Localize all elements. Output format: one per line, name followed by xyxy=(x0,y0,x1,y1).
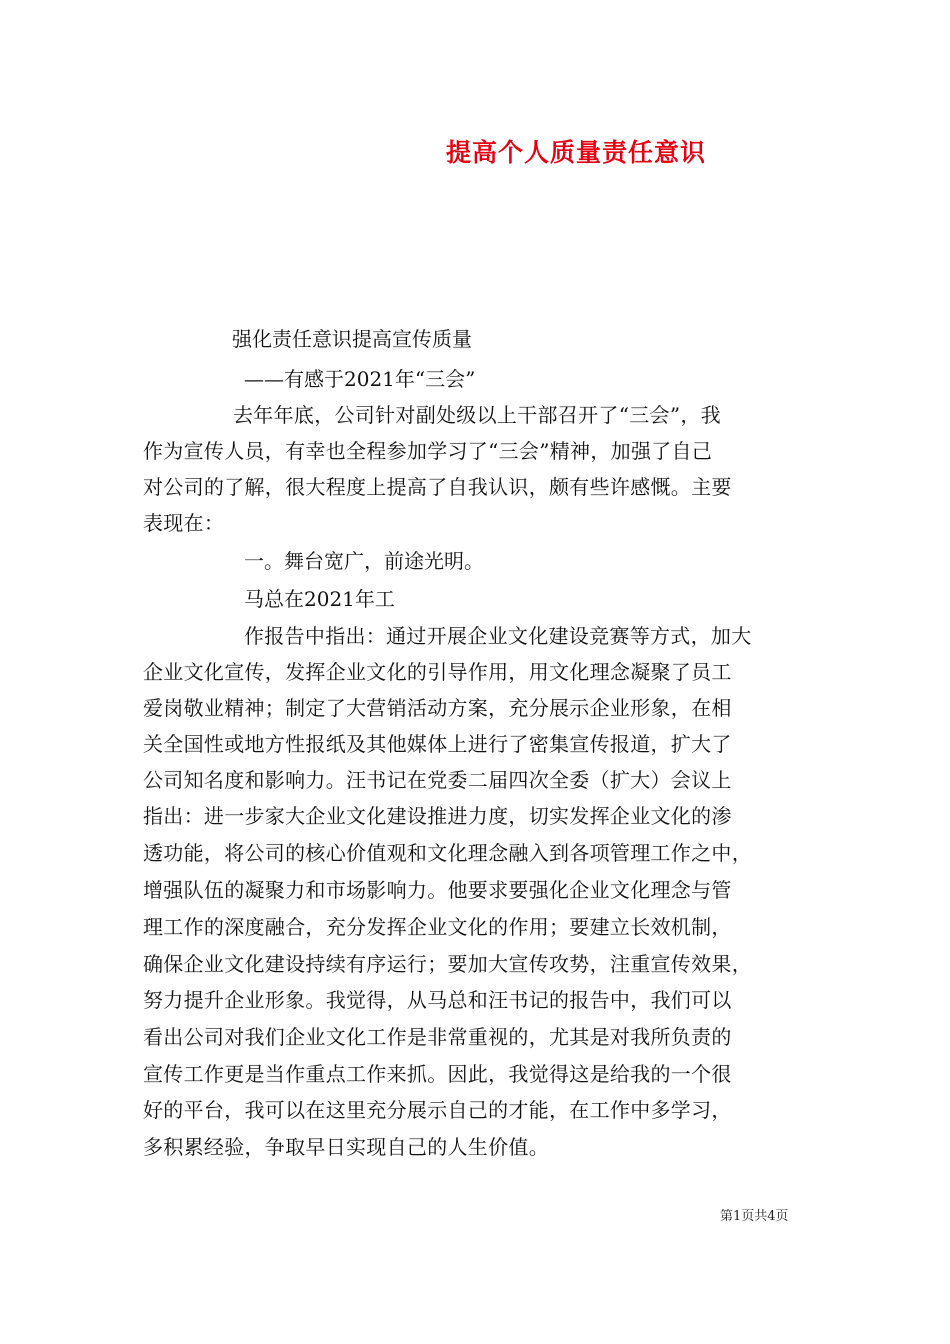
article-heading: 强化责任意识提高宣传质量 xyxy=(232,327,472,351)
paragraph-line: 作报告中指出：通过开展企业文化建设竞赛等方式，加大 xyxy=(244,624,752,648)
paragraph-line: 看出公司对我们企业文化工作是非常重视的，尤其是对我所负责的 xyxy=(143,1025,732,1049)
paragraph-line: 作为宣传人员，有幸也全程参加学习了“三会”精神，加强了自己 xyxy=(143,439,713,463)
paragraph-line: 指出：进一步家大企业文化建设推进力度，切实发挥企业文化的渗 xyxy=(143,804,732,828)
document-title: 提高个人质量责任意识 xyxy=(445,138,706,167)
paragraph-line: 透功能，将公司的核心价值观和文化理念融入到各项管理工作之中， xyxy=(143,841,752,865)
paragraph-line: 对公司的了解，很大程度上提高了自我认识，颇有些许感慨。主要 xyxy=(143,475,732,499)
paragraph-line: 关全国性或地方性报纸及其他媒体上进行了密集宣传报道，扩大了 xyxy=(143,732,732,756)
paragraph-line: 努力提升企业形象。我觉得，从马总和汪书记的报告中，我们可以 xyxy=(143,988,732,1012)
article-subheading: ——有感于2021年“三会” xyxy=(244,367,476,391)
paragraph-line: 企业文化宣传，发挥企业文化的引导作用，用文化理念凝聚了员工 xyxy=(143,660,732,684)
paragraph-line: 确保企业文化建设持续有序运行；要加大宣传攻势，注重宣传效果， xyxy=(143,952,752,976)
page-number: 第1页共4页 xyxy=(720,1209,789,1224)
paragraph-line: 爱岗敬业精神；制定了大营销活动方案，充分展示企业形象，在相 xyxy=(143,696,732,720)
paragraph-line: 表现在： xyxy=(143,511,225,535)
paragraph-line: 增强队伍的凝聚力和市场影响力。他要求要强化企业文化理念与管 xyxy=(143,878,732,902)
section-title: 一。舞台宽广，前途光明。 xyxy=(244,549,484,573)
paragraph-line: 宣传工作更是当作重点工作来抓。因此，我觉得这是给我的一个很 xyxy=(143,1062,732,1086)
paragraph-line: 公司知名度和影响力。汪书记在党委二届四次全委（扩大）会议上 xyxy=(143,768,732,792)
paragraph-line: 好的平台，我可以在这里充分展示自己的才能，在工作中多学习， xyxy=(143,1098,732,1122)
paragraph-line: 去年年底，公司针对副处级以上干部召开了“三会”，我 xyxy=(233,403,721,427)
paragraph-line: 理工作的深度融合，充分发挥企业文化的作用；要建立长效机制， xyxy=(143,915,732,939)
section-lead: 马总在2021年工 xyxy=(244,587,395,611)
paragraph-line: 多积累经验，争取早日实现自己的人生价值。 xyxy=(143,1135,549,1159)
